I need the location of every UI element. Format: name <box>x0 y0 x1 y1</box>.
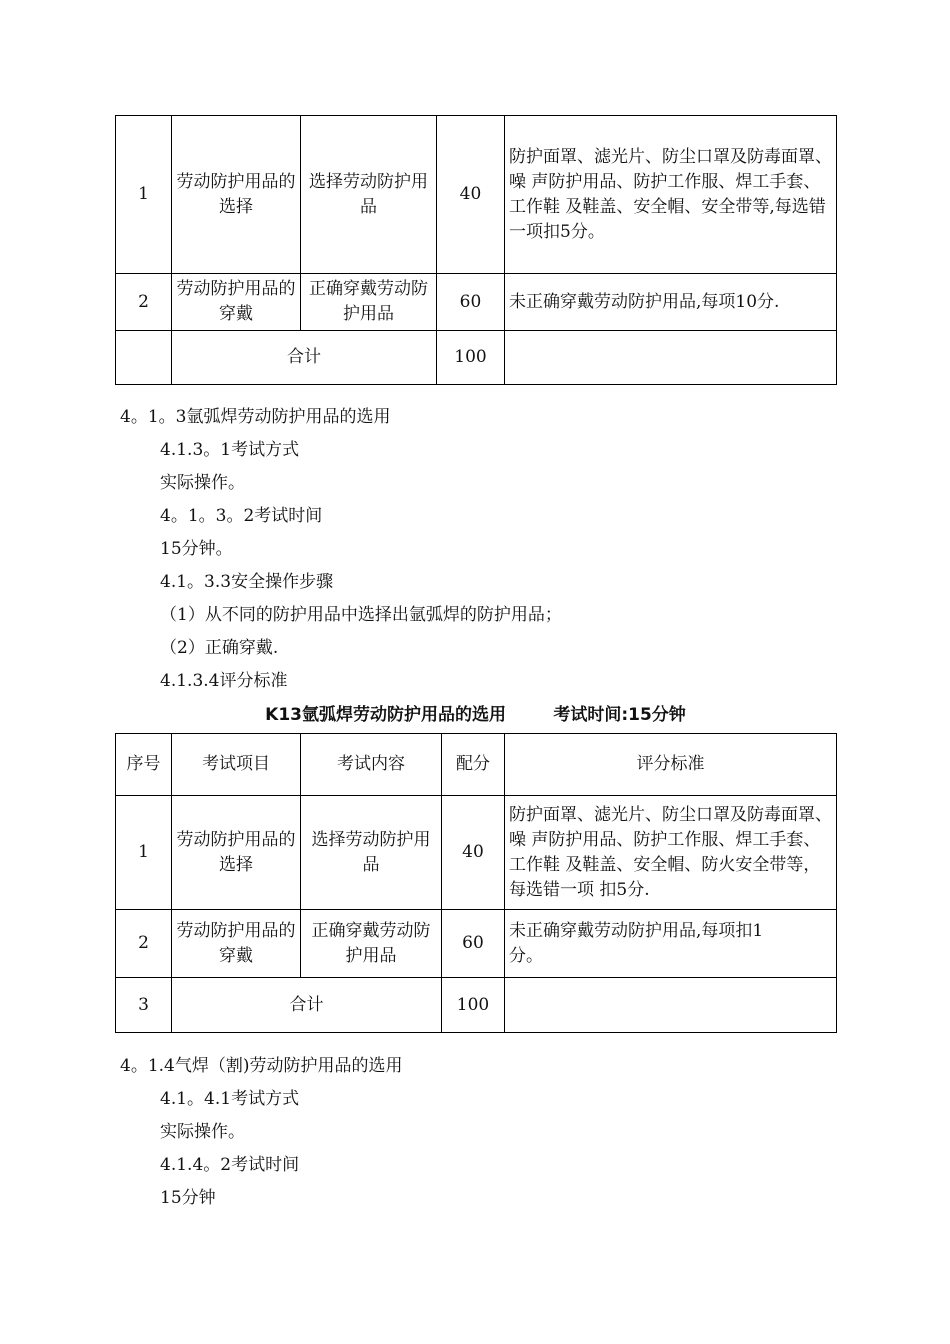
paragraph: 实际操作。 <box>160 473 245 493</box>
total-score: 100 <box>442 978 505 1033</box>
step-item: （2）正确穿戴. <box>160 638 279 658</box>
subsection-heading: 4.1。3.3安全操作步骤 <box>160 572 334 592</box>
header-no: 序号 <box>116 734 172 796</box>
table-row <box>116 274 837 331</box>
total-score: 100 <box>437 331 505 385</box>
header-standard: 评分标准 <box>505 734 837 796</box>
row-number <box>116 331 172 385</box>
exam-content: 选择劳动防护用品 <box>301 116 437 274</box>
table-header-row <box>116 734 837 796</box>
table-row <box>116 910 837 978</box>
score-points: 60 <box>442 910 505 978</box>
scoring-standard: 未正确穿戴劳动防护用品,每项扣1分。 <box>505 910 837 978</box>
exam-item: 劳动防护用品的选择 <box>172 796 301 910</box>
row-number: 1 <box>116 116 172 274</box>
header-content: 考试内容 <box>301 734 442 796</box>
score-points: 40 <box>437 116 505 274</box>
table-row <box>116 116 837 274</box>
header-score: 配分 <box>442 734 505 796</box>
subsection-heading: 4.1.4。2考试时间 <box>160 1155 300 1175</box>
row-number: 3 <box>116 978 172 1033</box>
score-points: 40 <box>442 796 505 910</box>
exam-content: 选择劳动防护用品 <box>301 796 442 910</box>
table-caption: K13氩弧焊劳动防护用品的选用 考试时间:15分钟 <box>265 705 686 725</box>
total-row <box>116 978 837 1033</box>
score-points: 60 <box>437 274 505 331</box>
total-label: 合计 <box>172 978 442 1033</box>
scoring-standard <box>505 331 837 385</box>
row-number: 2 <box>116 274 172 331</box>
exam-item: 劳动防护用品的穿戴 <box>172 274 301 331</box>
paragraph: 实际操作。 <box>160 1122 245 1142</box>
subsection-heading: 4.1。4.1考试方式 <box>160 1089 300 1109</box>
exam-content: 正确穿戴劳动防护用品 <box>301 274 437 331</box>
total-label: 合计 <box>172 331 437 385</box>
table-row <box>116 796 837 910</box>
scoring-standard: 防护面罩、滤光片、防尘口罩及防毒面罩、噪 声防护用品、防护工作服、焊工手套、工作鞋 及鞋盖、安全帽、安全带等,每选错一项扣5分。 <box>505 116 837 274</box>
step-item: （1）从不同的防护用品中选择出氩弧焊的防护用品； <box>160 605 562 625</box>
header-item: 考试项目 <box>172 734 301 796</box>
total-row <box>116 331 837 385</box>
row-number: 1 <box>116 796 172 910</box>
section-heading: 4。1。3氩弧焊劳动防护用品的选用 <box>120 407 391 427</box>
scoring-standard: 未正确穿戴劳动防护用品,每项10分. <box>505 274 837 331</box>
scoring-standard: 防护面罩、滤光片、防尘口罩及防毒面罩、噪 声防护用品、防护工作服、焊工手套、工作鞋 及鞋盖、安全帽、防火安全带等，每选错一项 扣5分. <box>505 796 837 910</box>
paragraph: 15分钟。 <box>160 539 233 559</box>
subsection-heading: 4。1。3。2考试时间 <box>160 506 323 526</box>
scoring-table <box>115 733 837 1033</box>
scoring-table-continued <box>115 115 837 385</box>
paragraph: 15分钟 <box>160 1188 216 1208</box>
row-number: 2 <box>116 910 172 978</box>
scoring-standard <box>505 978 837 1033</box>
exam-item: 劳动防护用品的选择 <box>172 116 301 274</box>
exam-item: 劳动防护用品的穿戴 <box>172 910 301 978</box>
section-heading: 4。1.4气焊（割)劳动防护用品的选用 <box>120 1056 403 1076</box>
subsection-heading: 4.1.3.4评分标准 <box>160 671 288 691</box>
exam-content: 正确穿戴劳动防护用品 <box>301 910 442 978</box>
subsection-heading: 4.1.3。1考试方式 <box>160 440 300 460</box>
